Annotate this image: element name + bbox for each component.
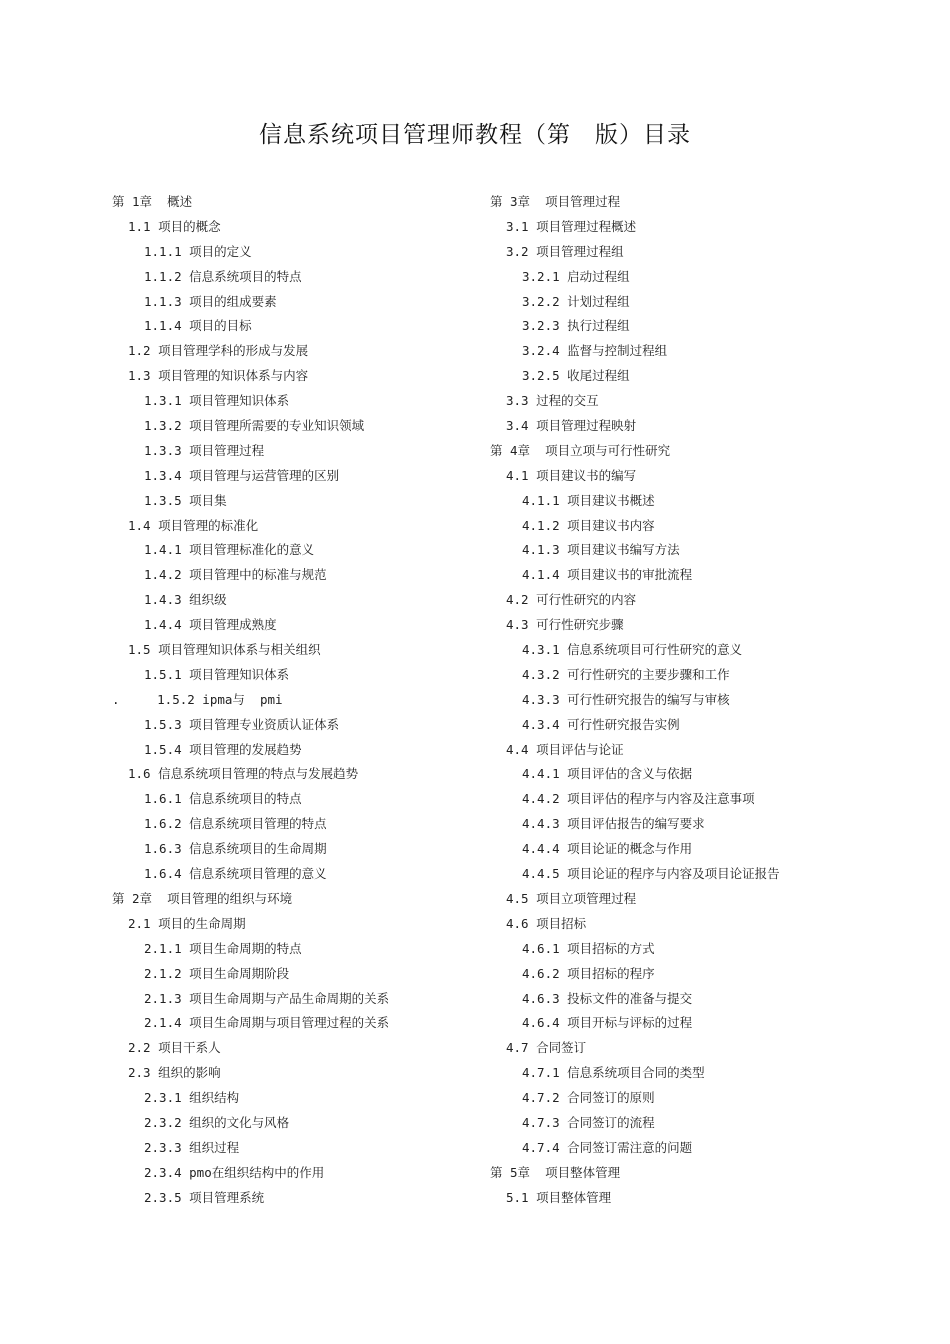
toc-left-column [112,190,389,1211]
toc-entry: 4.4.4 项目论证的概念与作用 [522,841,693,857]
toc-chapter-entry: 第 4章 项目立项与可行性研究 [490,442,671,458]
toc-entry: . 1.5.2 ipma与 pmi [112,691,283,707]
toc-entry: 1.6 信息系统项目管理的特点与发展趋势 [128,766,359,782]
toc-entry: 4.1.2 项目建议书内容 [522,517,655,533]
toc-entry: 3.1 项目管理过程概述 [506,218,637,234]
toc-entry: 3.3 过程的交互 [506,393,599,409]
toc-entry: 1.6.2 信息系统项目管理的特点 [144,816,327,832]
toc-chapter-entry: 第 3章 项目管理过程 [490,194,621,209]
toc-entry: 1.1 项目的概念 [128,218,221,234]
toc-entry: 1.1.4 项目的目标 [144,318,252,334]
toc-entry: 4.6.3 投标文件的准备与提交 [522,990,693,1006]
toc-entry: 4.2 可行性研究的内容 [506,592,637,608]
toc-entry: 4.3 可行性研究步骤 [506,617,624,633]
document-title: 信息系统项目管理师教程（第 版）目录 [259,122,691,148]
toc-entry: 2.1.4 项目生命周期与项目管理过程的关系 [144,1015,390,1031]
toc-entry: 4.7.4 合同签订需注意的问题 [522,1139,693,1155]
toc-entry: 4.1.4 项目建议书的审批流程 [522,567,693,583]
toc-entry: 2.3.4 pmo在组织结构中的作用 [144,1164,325,1180]
toc-entry: 1.5 项目管理知识体系与相关组织 [128,642,321,658]
toc-entry: 3.2.2 计划过程组 [522,293,630,309]
toc-entry: 1.3.1 项目管理知识体系 [144,393,290,409]
toc-entry: 1.4 项目管理的标准化 [128,517,259,533]
toc-entry: 1.2 项目管理学科的形成与发展 [128,343,309,359]
toc-entry: 2.3 组织的影响 [128,1065,221,1081]
toc-entry: 1.3 项目管理的知识体系与内容 [128,368,309,384]
toc-entry: 1.6.1 信息系统项目的特点 [144,791,302,807]
toc-entry: 4.7.2 合同签订的原则 [522,1090,655,1106]
toc-entry: 4.1.1 项目建议书概述 [522,492,655,508]
toc-entry: 3.4 项目管理过程映射 [506,418,637,434]
toc-entry: 4.3.1 信息系统项目可行性研究的意义 [522,642,743,658]
toc-right-column [490,190,780,1211]
toc-entry: 1.5.4 项目管理的发展趋势 [144,741,302,757]
toc-chapter-entry: 第 2章 项目管理的组织与环境 [112,890,293,906]
toc-entry: 4.4.3 项目评估报告的编写要求 [522,816,705,832]
toc-entry: 2.1.2 项目生命周期阶段 [144,965,290,981]
toc-entry: 3.2.1 启动过程组 [522,268,630,284]
toc-entry: 4.5 项目立项管理过程 [506,890,637,906]
toc-entry: 3.2.4 监督与控制过程组 [522,343,668,359]
toc-entry: 1.1.2 信息系统项目的特点 [144,268,302,284]
toc-entry: 4.7.1 信息系统项目合同的类型 [522,1065,705,1081]
toc-entry: 1.3.2 项目管理所需要的专业知识领域 [144,418,365,434]
toc-entry: 4.1.3 项目建议书编写方法 [522,542,680,558]
toc-chapter-entry: 第 1章 概述 [112,194,193,209]
toc-entry: 2.3.5 项目管理系统 [144,1189,265,1205]
toc-entry: 4.4 项目评估与论证 [506,741,624,757]
toc-entry: 1.4.2 项目管理中的标准与规范 [144,567,327,583]
toc-entry: 4.4.5 项目论证的程序与内容及项目论证报告 [522,866,780,882]
toc-entry: 3.2 项目管理过程组 [506,243,624,259]
toc-entry: 1.1.3 项目的组成要素 [144,293,277,309]
toc-entry: 4.6.1 项目招标的方式 [522,940,655,956]
toc-entry: 4.7.3 合同签订的流程 [522,1114,655,1130]
toc-entry: 4.6 项目招标 [506,915,587,931]
toc-entry: 1.4.4 项目管理成熟度 [144,617,277,633]
toc-entry: 4.3.4 可行性研究报告实例 [522,716,680,732]
toc-entry: 1.3.4 项目管理与运营管理的区别 [144,467,340,483]
toc-entry: 4.1 项目建议书的编写 [506,467,637,483]
toc-entry: 1.4.3 组织级 [144,592,227,608]
toc-entry: 3.2.5 收尾过程组 [522,368,630,384]
toc-entry: 1.5.1 项目管理知识体系 [144,666,290,682]
toc-entry: 4.3.2 可行性研究的主要步骤和工作 [522,666,730,682]
toc-entry: 3.2.3 执行过程组 [522,318,630,334]
toc-entry: 1.1.1 项目的定义 [144,243,252,259]
toc-entry: 1.3.5 项目集 [144,492,227,508]
toc-entry: 1.3.3 项目管理过程 [144,442,265,458]
toc-entry: 1.5.3 项目管理专业资质认证体系 [144,716,340,732]
toc-entry: 4.6.4 项目开标与评标的过程 [522,1015,693,1031]
toc-entry: 4.4.2 项目评估的程序与内容及注意事项 [522,791,755,807]
toc-entry: 2.1.1 项目生命周期的特点 [144,940,302,956]
toc-entry: 4.6.2 项目招标的程序 [522,965,655,981]
toc-entry: 4.3.3 可行性研究报告的编写与审核 [522,691,730,707]
toc-entry: 2.3.1 组织结构 [144,1090,240,1106]
toc-entry: 4.4.1 项目评估的含义与依据 [522,766,693,782]
toc-entry: 2.3.2 组织的文化与风格 [144,1114,290,1130]
toc-entry: 1.6.3 信息系统项目的生命周期 [144,841,327,857]
toc-entry: 1.4.1 项目管理标准化的意义 [144,542,315,558]
toc-entry: 1.6.4 信息系统项目管理的意义 [144,866,327,882]
toc-entry: 5.1 项目整体管理 [506,1189,612,1205]
toc-entry: 4.7 合同签订 [506,1040,587,1056]
toc-entry: 2.2 项目干系人 [128,1040,221,1056]
toc-entry: 2.1 项目的生命周期 [128,915,246,931]
toc-entry: 2.1.3 项目生命周期与产品生命周期的关系 [144,990,390,1006]
toc-chapter-entry: 第 5章 项目整体管理 [490,1164,621,1180]
toc-entry: 2.3.3 组织过程 [144,1139,240,1155]
